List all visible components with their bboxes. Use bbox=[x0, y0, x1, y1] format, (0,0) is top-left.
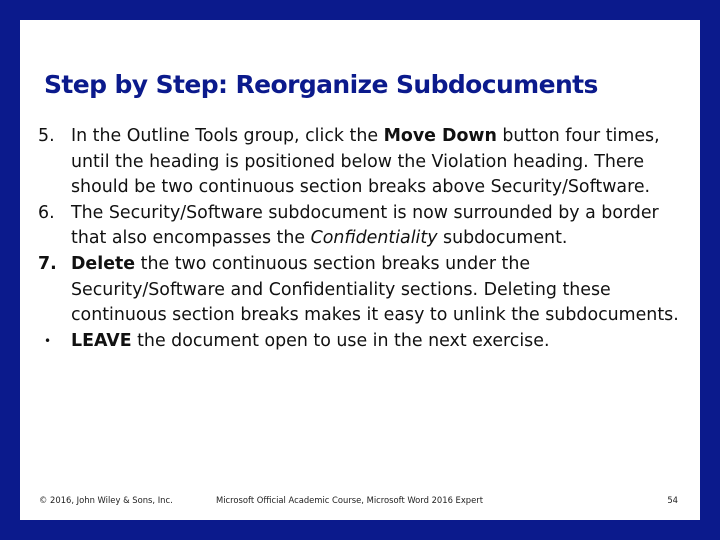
delete-emphasis: Delete bbox=[71, 253, 136, 274]
footer-course: Microsoft Official Academic Course, Microsoft Word 2016 Expert bbox=[216, 495, 483, 505]
step-marker: 6. bbox=[38, 202, 55, 223]
step-text-part: the document open to use in the next exercise. bbox=[131, 330, 550, 351]
confidentiality-emphasis: Confidentiality bbox=[310, 228, 438, 249]
step-text bbox=[71, 203, 659, 249]
step-7 bbox=[38, 252, 688, 329]
steps-list bbox=[38, 124, 688, 354]
step-leave bbox=[38, 329, 688, 355]
slide-title: Step by Step: Reorganize Subdocuments bbox=[44, 70, 598, 99]
step-text-part: button four times, until the heading is positioned below the Violation heading. There should be two continuous section breaks above Security/Software. bbox=[71, 126, 660, 198]
step-text-part: In the Outline Tools group, click the bbox=[71, 126, 384, 146]
leave-emphasis: LEAVE bbox=[71, 330, 132, 351]
footer-copyright: © 2016, John Wiley & Sons, Inc. bbox=[39, 495, 173, 505]
slide bbox=[20, 20, 700, 520]
step-text-part: the two continuous section breaks under the Security/Software and Confidentiality sections. Deleting these continuous section breaks makes it easy to unlink the subdocuments. bbox=[71, 253, 679, 326]
step-text bbox=[71, 331, 549, 351]
step-6 bbox=[38, 201, 688, 252]
step-marker: 5. bbox=[38, 126, 55, 146]
move-down-emphasis: Move Down bbox=[383, 126, 497, 146]
bullet-marker: • bbox=[44, 333, 52, 348]
step-text bbox=[71, 126, 660, 197]
step-text-part: The Security/Software subdocument is now surrounded by a border that also encompasses the bbox=[71, 202, 659, 249]
step-marker: 7. bbox=[38, 253, 57, 274]
footer-page-number: 54 bbox=[667, 495, 678, 505]
step-text-part: subdocument. bbox=[437, 228, 568, 249]
step-text bbox=[71, 254, 679, 325]
step-5 bbox=[38, 124, 688, 201]
